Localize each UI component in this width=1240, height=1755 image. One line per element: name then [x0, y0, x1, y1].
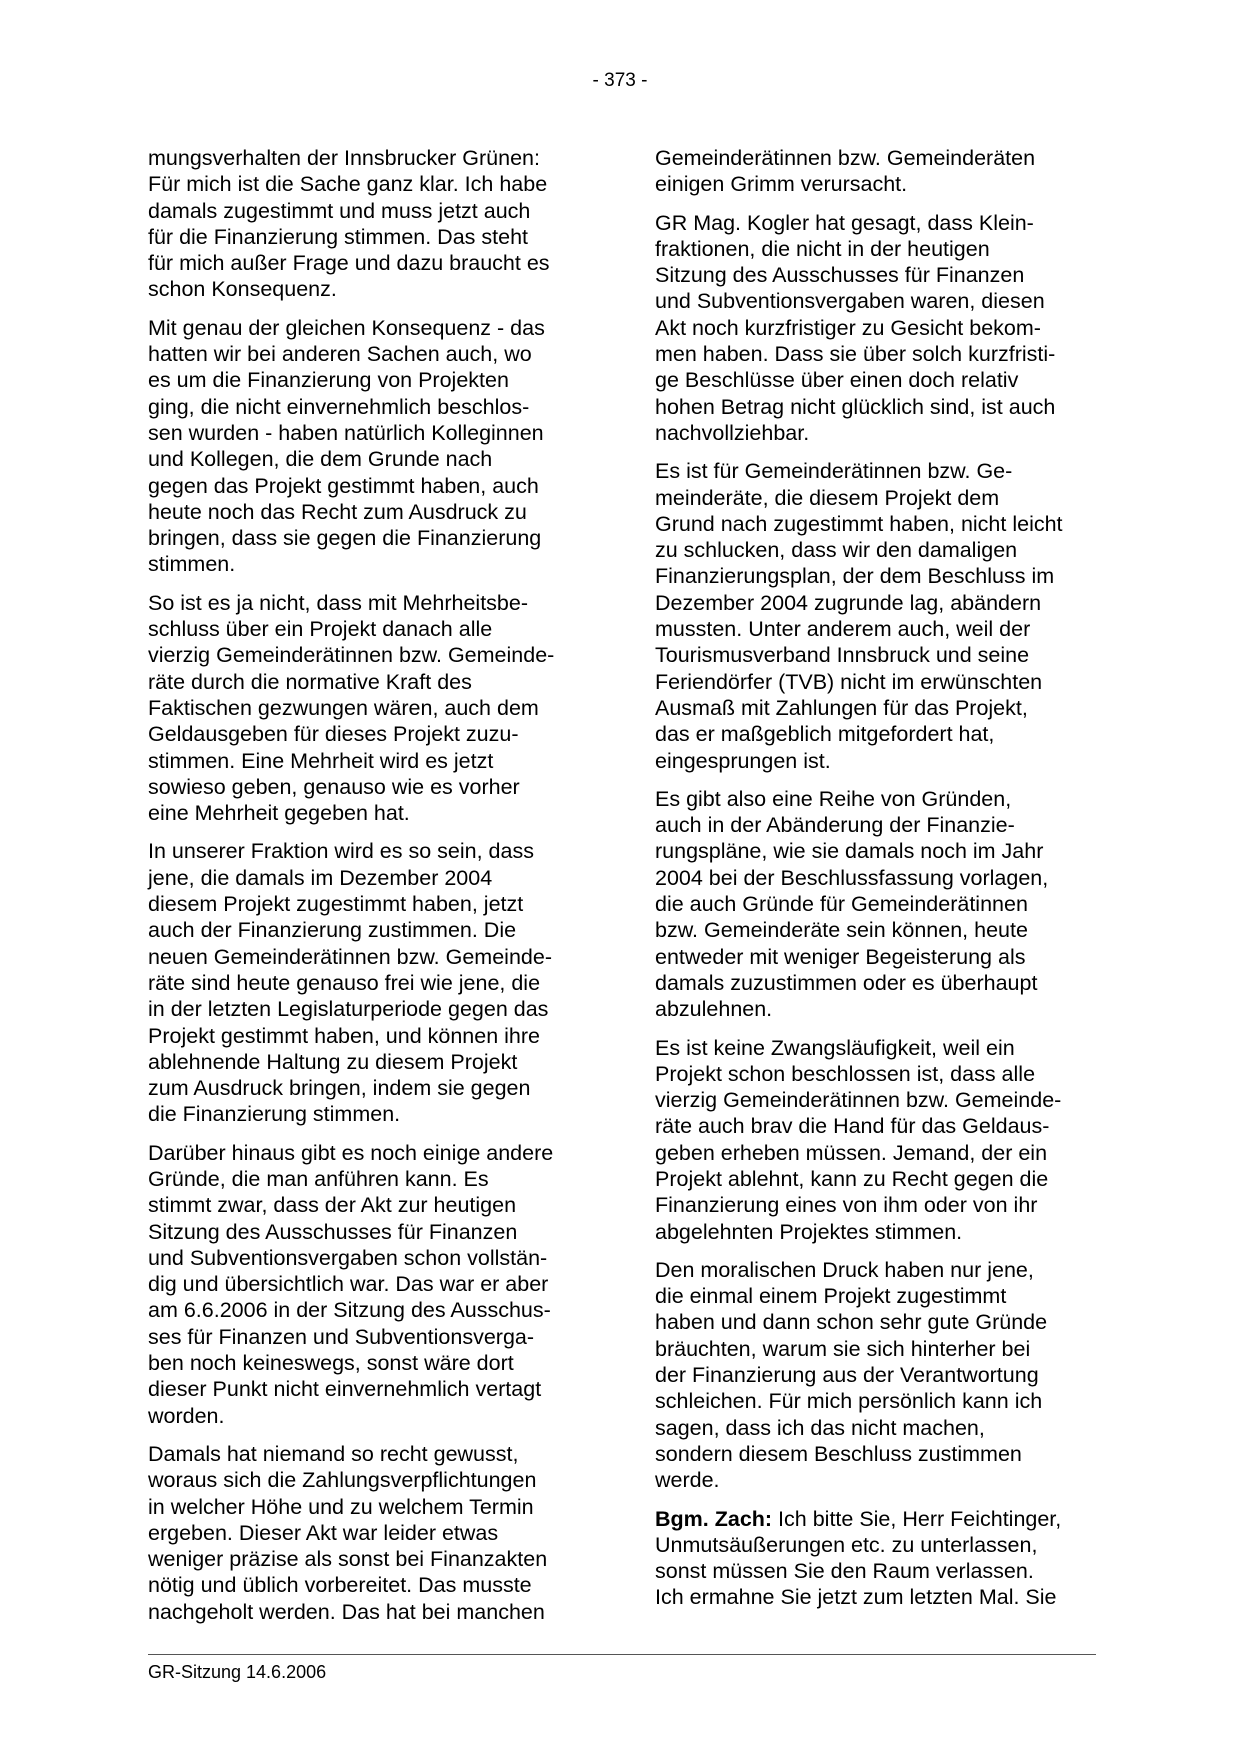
text-line: In unserer Fraktion wird es so sein, dass [148, 839, 534, 864]
text-line: stimmen. [148, 552, 236, 577]
text-line: nachvollziehbar. [655, 420, 810, 445]
text-line: neuen Gemeinderätinnen bzw. Gemeinde- [148, 944, 552, 969]
text-line: vierzig Gemeinderätinnen bzw. Gemeinde- [148, 643, 555, 668]
paragraph [148, 590, 588, 827]
text-line: sonst müssen Sie den Raum verlassen. [655, 1559, 1034, 1584]
paragraph [655, 786, 1100, 1023]
text-line: dig und übersichtlich war. Das war er aber [148, 1272, 549, 1297]
text-line: die Finanzierung stimmen. [148, 1102, 401, 1127]
text-line: geben erheben müssen. Jemand, der ein [655, 1140, 1048, 1165]
text-line: Gründe, die man anführen kann. Es [148, 1166, 489, 1191]
text-line: ablehnende Haltung zu diesem Projekt [148, 1049, 518, 1074]
text-line: die einmal einem Projekt zugestimmt [655, 1284, 1007, 1309]
text-line: Es ist keine Zwangsläufigkeit, weil ein [655, 1035, 1015, 1060]
text-line: Für mich ist die Sache ganz klar. Ich habe [148, 172, 548, 197]
text-line: zum Ausdruck bringen, indem sie gegen [148, 1076, 531, 1101]
text-line: So ist es ja nicht, dass mit Mehrheitsbe- [148, 590, 528, 615]
paragraph [655, 210, 1100, 447]
page-number: - 373 - [592, 70, 648, 91]
text-line: entweder mit weniger Begeisterung als [655, 944, 1026, 969]
text-line: GR Mag. Kogler hat gesagt, dass Klein- [655, 210, 1034, 235]
text-line: 2004 bei der Beschlussfassung vorlagen, [655, 865, 1049, 890]
text-line: mungsverhalten der Innsbrucker Grünen: [148, 146, 540, 170]
text-line: schleichen. Für mich persönlich kann ich [655, 1389, 1043, 1414]
text-line: jene, die damals im Dezember 2004 [148, 865, 493, 890]
text-line: auch der Finanzierung zustimmen. Die [148, 918, 517, 943]
paragraph [148, 1140, 588, 1429]
paragraph [655, 1035, 1100, 1245]
footer-divider [148, 1654, 1096, 1655]
text-line: Geldausgeben für dieses Projekt zuzu- [148, 722, 519, 747]
text-line: Sitzung des Ausschusses für Finanzen [655, 263, 1025, 288]
text-line: einigen Grimm verursacht. [655, 172, 908, 197]
text-line: Darüber hinaus gibt es noch einige andere [148, 1140, 554, 1165]
text-line: Grund nach zugestimmt haben, nicht leicht [655, 511, 1063, 536]
text-line: in der letzten Legislaturperiode gegen das [148, 997, 549, 1022]
speaker-text: Ich bitte Sie, Herr Feichtinger, [772, 1506, 1062, 1531]
text-line: sen wurden - haben natürlich Kolleginnen [148, 420, 544, 445]
text-line: haben und dann schon sehr gute Gründe [655, 1310, 1048, 1335]
text-line: men haben. Dass sie über solch kurzfristi- [655, 342, 1056, 367]
text-line: Den moralischen Druck haben nur jene, [655, 1257, 1034, 1282]
right-column [655, 145, 1100, 1623]
footer-session-date: GR-Sitzung 14.6.2006 [148, 1662, 327, 1682]
text-line: sowieso geben, genauso wie es vorher [148, 774, 520, 799]
text-line: stimmt zwar, dass der Akt zur heutigen [148, 1193, 517, 1218]
text-line: hatten wir bei anderen Sachen auch, wo [148, 342, 532, 367]
text-line: Tourismusverband Innsbruck und seine [655, 643, 1030, 668]
text-line: ergeben. Dieser Akt war leider etwas [148, 1520, 499, 1545]
text-line: zu schlucken, dass wir den damaligen [655, 538, 1018, 563]
text-line: ging, die nicht einvernehmlich beschlos- [148, 394, 530, 419]
text-line: stimmen. Eine Mehrheit wird es jetzt [148, 748, 494, 773]
text-line: Finanzierungsplan, der dem Beschluss im [655, 564, 1055, 589]
text-line: Gemeinderätinnen bzw. Gemeinderäten [655, 146, 1036, 170]
text-line: am 6.6.2006 in der Sitzung des Ausschus- [148, 1298, 551, 1323]
text-line: Finanzierung eines von ihm oder von ihr [655, 1193, 1038, 1218]
text-line: schluss über ein Projekt danach alle [148, 617, 493, 642]
text-line: diesem Projekt zugestimmt haben, jetzt [148, 892, 524, 917]
text-line: Projekt ablehnt, kann zu Recht gegen die [655, 1166, 1049, 1191]
text-line: Dezember 2004 zugrunde lag, abändern [655, 590, 1042, 615]
text-line: die auch Gründe für Gemeinderätinnen [655, 892, 1028, 917]
text-line: Sitzung des Ausschusses für Finanzen [148, 1219, 518, 1244]
text-line: hohen Betrag nicht glücklich sind, ist auch [655, 394, 1056, 419]
text-line: räte sind heute genauso frei wie jene, die [148, 970, 541, 995]
text-line: fraktionen, die nicht in der heutigen [655, 236, 990, 261]
text-line: damals zugestimmt und muss jetzt auch [148, 198, 531, 223]
paragraph [655, 458, 1100, 774]
text-line: auch in der Abänderung der Finanzie- [655, 813, 1015, 838]
text-line: ge Beschlüsse über einen doch relativ [655, 368, 1019, 393]
left-column [148, 145, 588, 1637]
text-line: dieser Punkt nicht einvernehmlich vertagt [148, 1377, 542, 1402]
text-line: werde. [655, 1468, 720, 1493]
paragraph [148, 1441, 588, 1625]
text-line: Unmutsäußerungen etc. zu unterlassen, [655, 1532, 1038, 1557]
text-line: eingesprungen ist. [655, 748, 831, 773]
text-line: bräuchten, warum sie sich hinterher bei [655, 1336, 1031, 1361]
text-line: bringen, dass sie gegen die Finanzierung [148, 526, 542, 551]
speaker-line [655, 1506, 1100, 1532]
text-line: ben noch keineswegs, sonst wäre dort [148, 1351, 514, 1376]
text-line: es um die Finanzierung von Projekten [148, 368, 509, 393]
text-line: eine Mehrheit gegeben hat. [148, 801, 410, 826]
text-line: räte durch die normative Kraft des [148, 669, 472, 694]
text-line: bzw. Gemeinderäte sein können, heute [655, 918, 1028, 943]
text-line: sagen, dass ich das nicht machen, [655, 1415, 985, 1440]
speaker-paragraph [655, 1506, 1100, 1611]
text-line: der Finanzierung aus der Verantwortung [655, 1363, 1039, 1388]
text-line: nachgeholt werden. Das hat bei manchen [148, 1599, 545, 1624]
text-line: Feriendörfer (TVB) nicht im erwünschten [655, 669, 1043, 694]
paragraph [655, 145, 1100, 198]
text-line: rungspläne, wie sie damals noch im Jahr [655, 839, 1044, 864]
paragraph [148, 145, 588, 303]
text-line: ses für Finanzen und Subventionsverga- [148, 1324, 535, 1349]
text-line: gegen das Projekt gestimmt haben, auch [148, 473, 539, 498]
text-line: in welcher Höhe und zu welchem Termin [148, 1494, 534, 1519]
text-line: räte auch brav die Hand für das Geldaus- [655, 1114, 1050, 1139]
text-line: abgelehnten Projektes stimmen. [655, 1219, 963, 1244]
paragraph [655, 1257, 1100, 1494]
text-line: worden. [148, 1403, 225, 1428]
text-line: Akt noch kurzfristiger zu Gesicht bekom- [655, 315, 1041, 340]
text-line: sondern diesem Beschluss zustimmen [655, 1441, 1022, 1466]
text-line: und Kollegen, die dem Grunde nach [148, 447, 493, 472]
text-line: heute noch das Recht zum Ausdruck zu [148, 499, 527, 524]
speaker-name: Bgm. Zach: [655, 1506, 773, 1531]
right-column-paragraphs [655, 145, 1100, 1494]
text-line: Ich ermahne Sie jetzt zum letzten Mal. Sie [655, 1585, 1057, 1610]
text-line: abzulehnen. [655, 997, 773, 1022]
text-line: damals zuzustimmen oder es überhaupt [655, 970, 1038, 995]
paragraph [148, 315, 588, 578]
text-line: weniger präzise als sonst bei Finanzakten [148, 1547, 548, 1572]
text-line: vierzig Gemeinderätinnen bzw. Gemeinde- [655, 1088, 1062, 1113]
text-line: das er maßgeblich mitgefordert hat, [655, 722, 995, 747]
text-line: mussten. Unter anderem auch, weil der [655, 617, 1031, 642]
text-line: Es gibt also eine Reihe von Gründen, [655, 786, 1012, 811]
text-line: Ausmaß mit Zahlungen für das Projekt, [655, 695, 1028, 720]
text-line: woraus sich die Zahlungsverpflichtungen [148, 1468, 537, 1493]
text-line: Projekt gestimmt haben, und können ihre [148, 1023, 541, 1048]
text-line: und Subventionsvergaben waren, diesen [655, 289, 1045, 314]
text-line: für die Finanzierung stimmen. Das steht [148, 224, 528, 249]
text-line: schon Konsequenz. [148, 277, 337, 302]
text-line: nötig und üblich vorbereitet. Das musste [148, 1573, 532, 1598]
text-line: Damals hat niemand so recht gewusst, [148, 1441, 519, 1466]
text-line: Projekt schon beschlossen ist, dass alle [655, 1061, 1036, 1086]
text-line: Es ist für Gemeinderätinnen bzw. Ge- [655, 459, 1013, 484]
text-line: Faktischen gezwungen wären, auch dem [148, 695, 539, 720]
text-line: für mich außer Frage und dazu braucht es [148, 251, 550, 276]
text-line: und Subventionsvergaben schon vollstän- [148, 1245, 548, 1270]
paragraph [148, 838, 588, 1127]
text-line: meinderäte, die diesem Projekt dem [655, 485, 1000, 510]
text-line: Mit genau der gleichen Konsequenz - das [148, 315, 545, 340]
